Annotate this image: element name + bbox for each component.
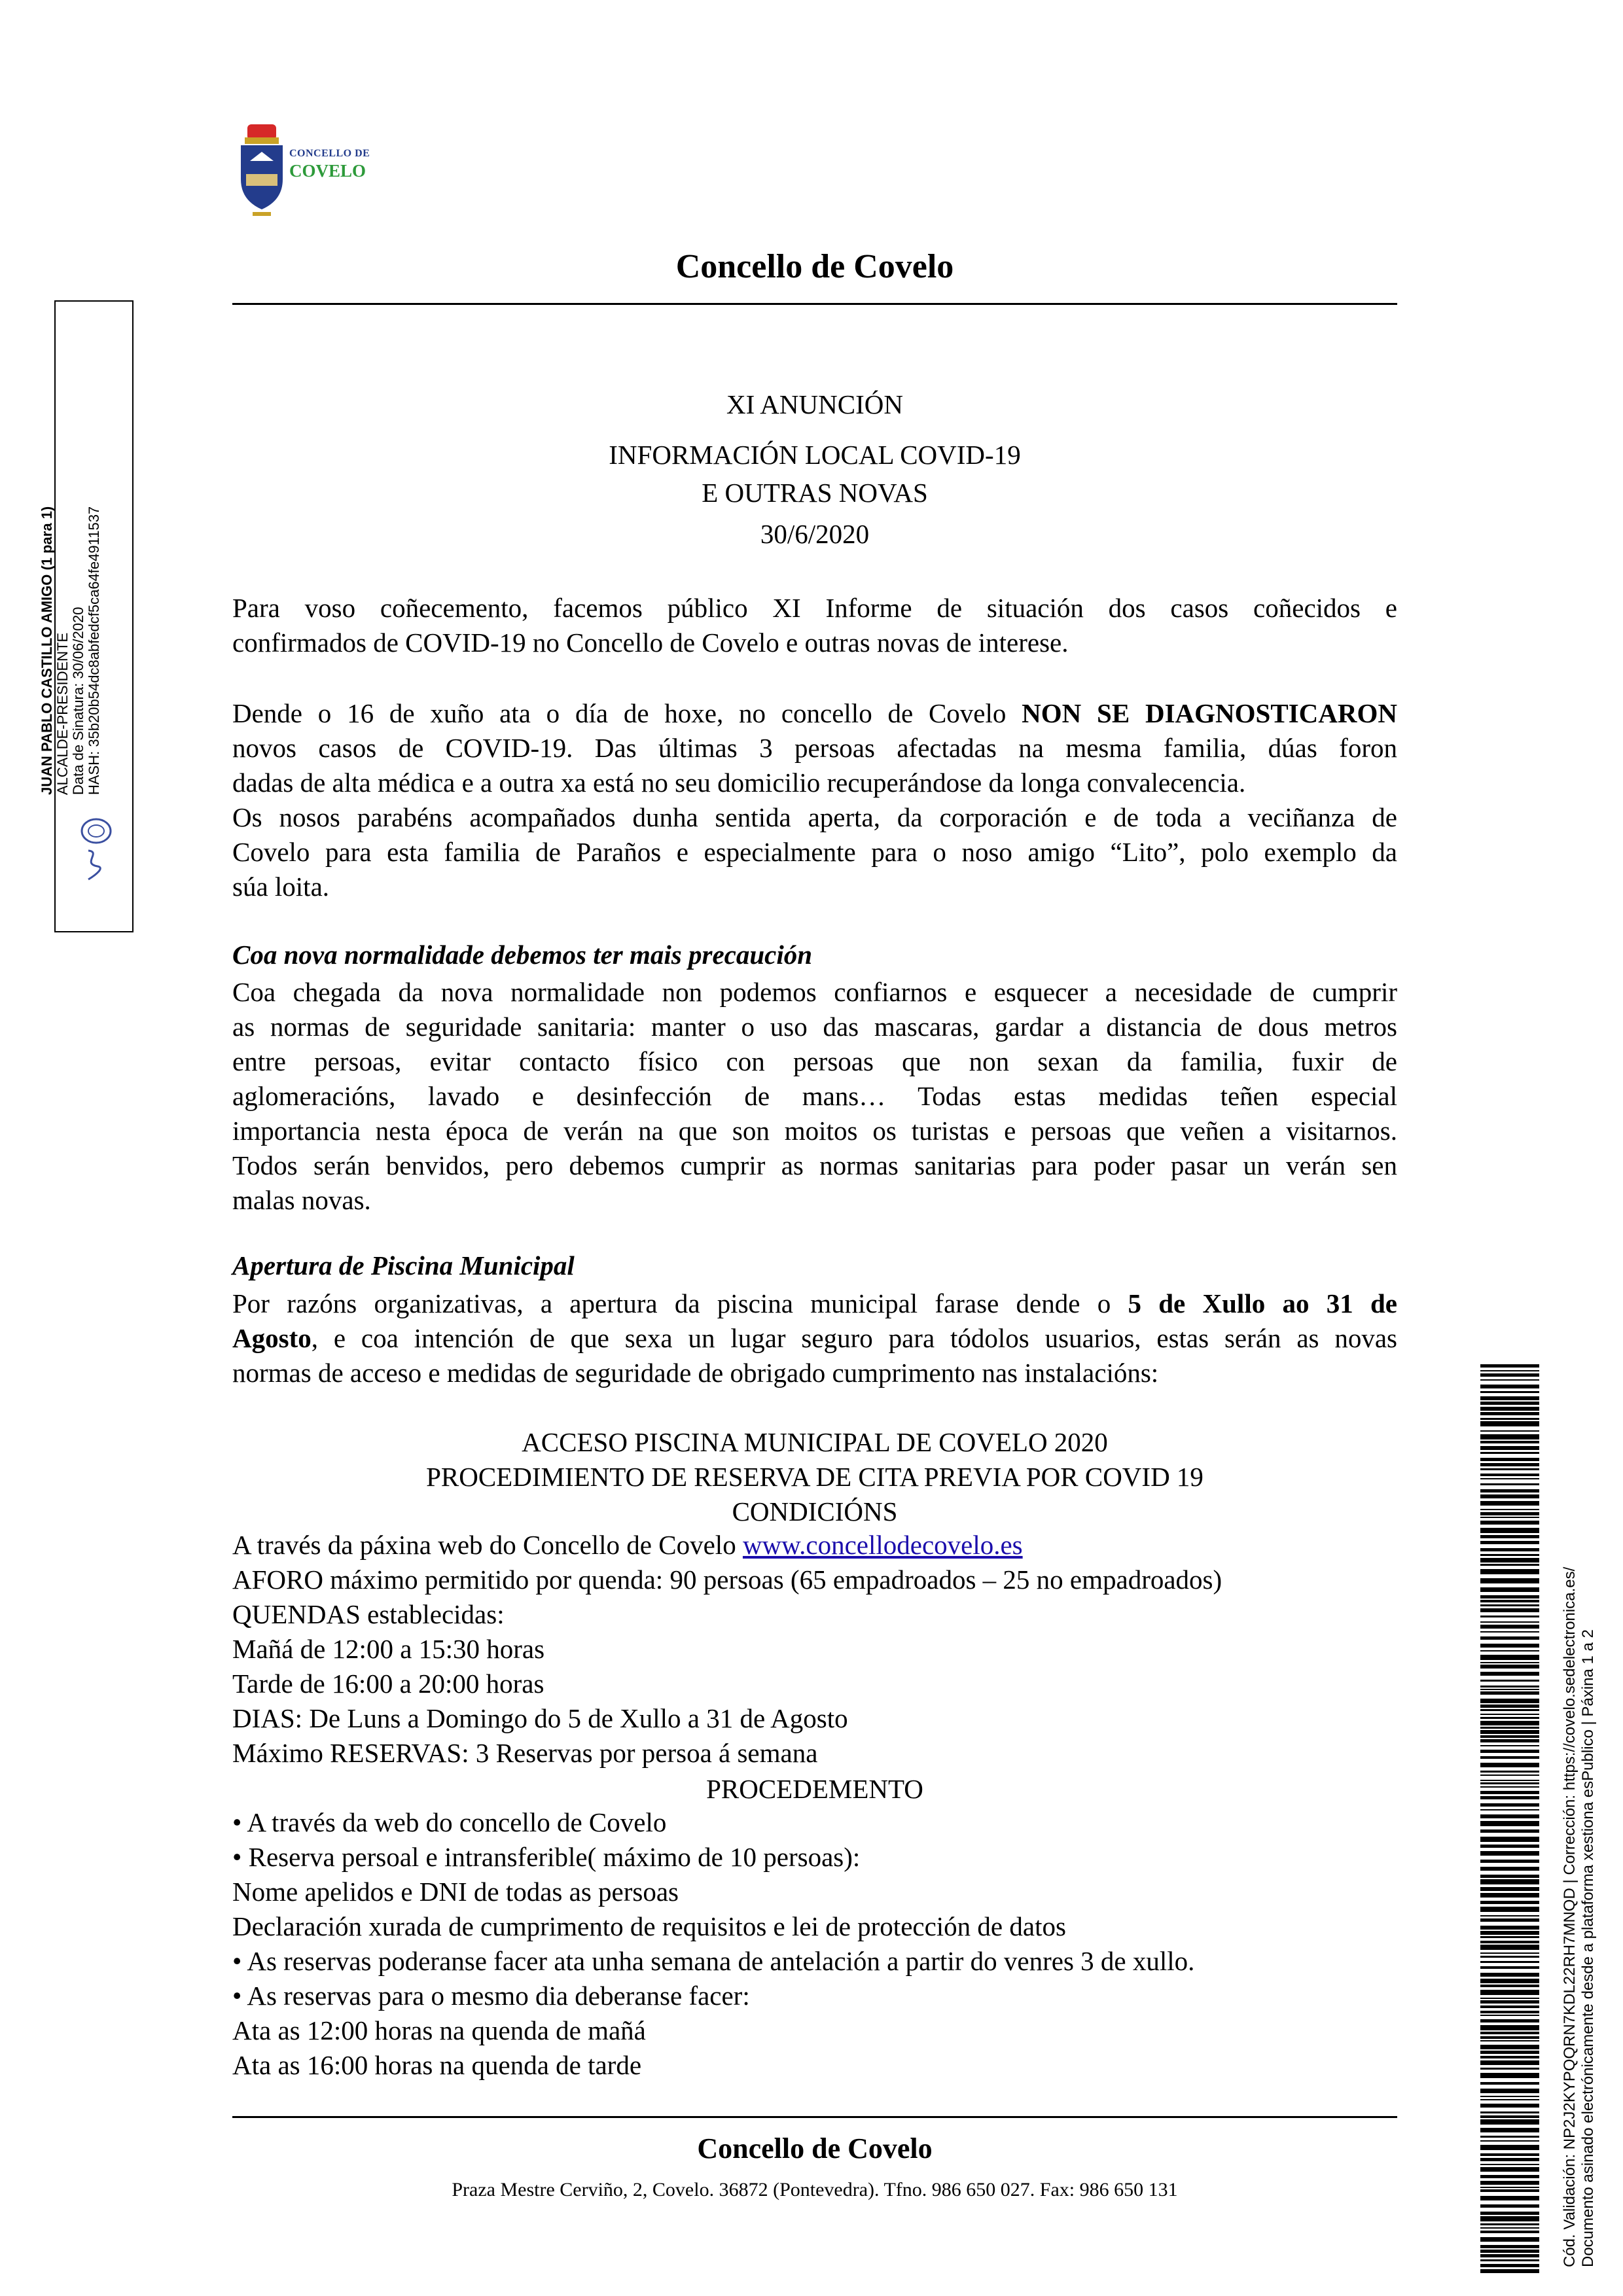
text-line xyxy=(232,696,1397,731)
notice-subtitle-2: E OUTRAS NOVAS xyxy=(702,478,928,508)
text-line: súa loita. xyxy=(232,872,330,902)
footer-address: Praza Mestre Cerviño, 2, Covelo. 36872 (Pontevedra). Tfno. 986 650 027. Fax: 986 650 131 xyxy=(452,2179,1178,2200)
signer-role: ALCALDE-PRESIDENTE xyxy=(54,632,71,795)
pool-title-3: CONDICIÓNS xyxy=(732,1496,898,1527)
notice-date: 30/6/2020 xyxy=(760,519,870,549)
text-line: Coa chegada da nova normalidade non podemos confiarnos e esquecer a necesidade de cumprir xyxy=(232,977,1397,1007)
footer-rule xyxy=(232,2116,1397,2118)
pool-morning-shift: Mañá de 12:00 a 15:30 horas xyxy=(232,1634,545,1664)
pool-title-2: PROCEDIMIENTO DE RESERVA DE CITA PREVIA POR COVID 19 xyxy=(426,1462,1204,1492)
validation-block xyxy=(1561,1567,1597,2267)
footer-title: Concello de Covelo xyxy=(697,2132,933,2164)
section-heading-precaution: Coa nova normalidade debemos ter mais precaución xyxy=(232,940,813,970)
signer-name: JUAN PABLO CASTILLO AMIGO (1 para 1) xyxy=(39,506,55,795)
text-line xyxy=(232,1321,1397,1356)
text-line: Para voso coñecemento, facemos público XI Informe de situación dos casos coñecidos e xyxy=(232,593,1397,623)
validation-note: Documento asinado electrónicamente desde a plataforma xestiona esPublico | Páxina 1 a 2 xyxy=(1579,1629,1597,2267)
header-rule xyxy=(232,303,1397,305)
procedure-item: • As reservas poderanse facer ata unha semana de antelación a partir do venres 3 de xullo. xyxy=(232,1946,1195,1976)
procedure-item: Ata as 12:00 horas na quenda de mañá xyxy=(232,2015,646,2045)
bold-text: Agosto xyxy=(232,1323,312,1353)
notice-number: XI ANUNCIÓN xyxy=(726,389,903,419)
procedure-item: • Reserva persoal e intransferible( máximo de 10 persoas): xyxy=(232,1842,861,1872)
procedure-item: Nome apelidos e DNI de todas as persoas xyxy=(232,1877,679,1907)
text-line: Todos serán benvidos, pero debemos cumprir as normas sanitarias para poder pasar un verán sen xyxy=(232,1150,1397,1180)
concello-logo xyxy=(236,123,393,218)
intro-paragraph xyxy=(232,591,1397,660)
procedure-item: Ata as 16:00 horas na quenda de tarde xyxy=(232,2050,642,2080)
signature-seal-icon xyxy=(69,811,121,883)
notice-subtitle-1: INFORMACIÓN LOCAL COVID-19 xyxy=(609,440,1021,470)
bold-text: 5 de Xullo ao 31 de xyxy=(1128,1288,1397,1318)
text-line: dadas de alta médica e a outra xa está no seu domicilio recuperándose da longa convalecencia. xyxy=(232,768,1246,798)
text-line: malas novas. xyxy=(232,1185,371,1215)
pool-max-reservations: Máximo RESERVAS: 3 Reservas por persoa á semana xyxy=(232,1738,818,1768)
text-line: normas de acceso e medidas de seguridade de obrigado cumprimento nas instalacións: xyxy=(232,1358,1159,1388)
text-run: A través da páxina web do Concello de Covelo xyxy=(232,1530,743,1560)
text-line xyxy=(232,1286,1397,1321)
pool-afternoon-shift: Tarde de 16:00 a 20:00 horas xyxy=(232,1669,544,1699)
text-line: importancia nesta época de verán na que son moitos os turistas e persoas que veñen a visitarnos. xyxy=(232,1116,1397,1146)
procedure-title: PROCEDEMENTO xyxy=(706,1774,923,1804)
text-line: novos casos de COVID-19. Das últimas 3 persoas afectadas na mesma familia, dúas foron xyxy=(232,733,1397,763)
covid-status-paragraph xyxy=(232,696,1397,904)
text-run: Por razóns organizativas, a apertura da piscina municipal farase dende o xyxy=(232,1288,1128,1318)
text-line: Covelo para esta familia de Paraños e especialmente para o noso amigo “Lito”, polo exemplo da xyxy=(232,837,1397,867)
precaution-paragraph xyxy=(232,975,1397,1218)
procedure-item: • As reservas para o mesmo dia deberanse facer: xyxy=(232,1981,750,2011)
pool-title-1: ACCESO PISCINA MUNICIPAL DE COVELO 2020 xyxy=(522,1427,1108,1457)
concello-website-link[interactable]: www.concellodecovelo.es xyxy=(742,1530,1023,1560)
section-heading-pool: Apertura de Piscina Municipal xyxy=(232,1250,575,1280)
pool-web-line xyxy=(232,1529,1023,1561)
text-line: confirmados de COVID-19 no Concello de Covelo e outras novas de interese. xyxy=(232,627,1069,658)
logo-text-top: CONCELLO DE xyxy=(289,148,370,159)
text-run: Dende o 16 de xuño ata o día de hoxe, no concello de Covelo xyxy=(232,698,1022,728)
validation-code: Cód. Validación: NP2J2KYPQQRN7KDL22RH7MNQD | Corrección: https://covelo.sedelectronica.es/ xyxy=(1561,1566,1578,2267)
bold-text: NON SE DIAGNOSTICARON xyxy=(1022,698,1397,728)
signature-date: Data de Sinatura: 30/06/2020 xyxy=(70,607,86,795)
text-line: Os nosos parabéns acompañados dunha sentida aperta, da corporación e de toda a veciñanza de xyxy=(232,802,1397,832)
procedure-item: • A través da web do concello de Covelo xyxy=(232,1807,667,1837)
coat-of-arms-icon xyxy=(236,123,288,218)
text-line: entre persoas, evitar contacto físico con persoas que non sexan da familia, fuxir de xyxy=(232,1046,1397,1076)
text-line: as normas de seguridade sanitaria: manter o uso das mascaras, gardar a distancia de dous metros xyxy=(232,1012,1397,1042)
signature-block xyxy=(39,506,102,795)
pool-days: DIAS: De Luns a Domingo do 5 de Xullo a 31 de Agosto xyxy=(232,1703,848,1733)
barcode-icon xyxy=(1480,1364,1539,2274)
logo-text-main: COVELO xyxy=(289,161,366,181)
pool-quendas: QUENDAS establecidas: xyxy=(232,1599,505,1629)
header-title: Concello de Covelo xyxy=(675,248,954,285)
signature-hash: HASH: 35b20b54dc8abfedcf5ca64fe4911537 xyxy=(86,506,102,795)
pool-aforo: AFORO máximo permitido por quenda: 90 persoas (65 empadroados – 25 no empadroados) xyxy=(232,1564,1222,1595)
procedure-item: Declaración xurada de cumprimento de requisitos e lei de protección de datos xyxy=(232,1911,1066,1941)
text-line: aglomeracións, lavado e desinfección de mans… Todas estas medidas teñen especial xyxy=(232,1081,1397,1111)
pool-paragraph xyxy=(232,1286,1397,1390)
text-run: , e coa intención de que sexa un lugar seguro para tódolos usuarios, estas serán as novas xyxy=(311,1323,1397,1353)
